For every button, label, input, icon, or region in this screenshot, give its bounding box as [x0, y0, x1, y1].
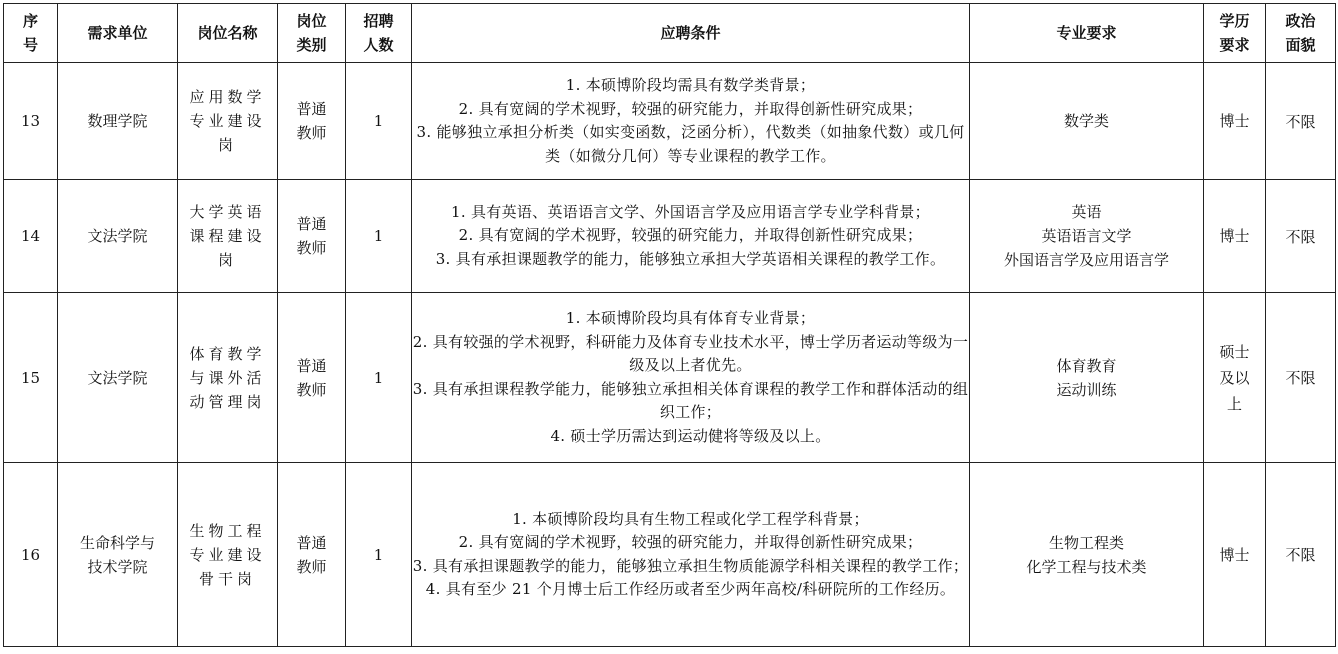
- row-political: 不限: [1266, 63, 1336, 180]
- row-position: 生物工程 专业建设 骨干岗: [178, 463, 278, 647]
- table-row: [4, 463, 1336, 647]
- row-major: 数学类: [970, 63, 1204, 180]
- header-conditions: 应聘条件: [412, 4, 970, 63]
- row-political: 不限: [1266, 180, 1336, 293]
- row-unit: 文法学院: [58, 293, 178, 463]
- table-row: [4, 293, 1336, 463]
- table-row: [4, 63, 1336, 180]
- row-category: 普通 教师: [278, 180, 346, 293]
- row-position: 应用数学 专业建设 岗: [178, 63, 278, 180]
- row-count: 1: [346, 180, 412, 293]
- row-seq: 14: [4, 180, 58, 293]
- header-major: 专业要求: [970, 4, 1204, 63]
- header-unit: 需求单位: [58, 4, 178, 63]
- row-unit: 生命科学与 技术学院: [58, 463, 178, 647]
- row-major: 体育教育 运动训练: [970, 293, 1204, 463]
- row-political: 不限: [1266, 463, 1336, 647]
- recruitment-table: [3, 3, 1336, 647]
- row-count: 1: [346, 63, 412, 180]
- row-seq: 13: [4, 63, 58, 180]
- row-seq: 15: [4, 293, 58, 463]
- header-position: 岗位名称: [178, 4, 278, 63]
- row-degree: 博士: [1204, 63, 1266, 180]
- row-unit: 数理学院: [58, 63, 178, 180]
- row-position: 体育教学 与课外活 动管理岗: [178, 293, 278, 463]
- row-unit: 文法学院: [58, 180, 178, 293]
- row-conditions: 1. 本硕博阶段均具有体育专业背景； 2. 具有较强的学术视野，科研能力及体育专业技术水平，博士学历者运动等级为一级及以上者优先。 3. 具有承担课程教学能力，能够独立承担相关体育课程的教学工作和群体活动的组织工作； 4. 硕士学历需达到运动健将等级及以上。: [412, 293, 970, 463]
- row-position: 大学英语 课程建设 岗: [178, 180, 278, 293]
- table-row: [4, 180, 1336, 293]
- header-degree: 学历 要求: [1204, 4, 1266, 63]
- row-category: 普通 教师: [278, 463, 346, 647]
- row-political: 不限: [1266, 293, 1336, 463]
- row-category: 普通 教师: [278, 293, 346, 463]
- row-degree: 硕士 及以 上: [1204, 293, 1266, 463]
- row-degree: 博士: [1204, 180, 1266, 293]
- row-major: 英语 英语语言文学 外国语言学及应用语言学: [970, 180, 1204, 293]
- row-major: 生物工程类 化学工程与技术类: [970, 463, 1204, 647]
- row-degree: 博士: [1204, 463, 1266, 647]
- header-category: 岗位 类别: [278, 4, 346, 63]
- row-count: 1: [346, 463, 412, 647]
- row-category: 普通 教师: [278, 63, 346, 180]
- header-count: 招聘 人数: [346, 4, 412, 63]
- header-row: [4, 4, 1336, 63]
- row-conditions: 1. 本硕博阶段均需具有数学类背景； 2. 具有宽阔的学术视野，较强的研究能力，并取得创新性研究成果； 3. 能够独立承担分析类（如实变函数，泛函分析），代数类（如抽象代数）或几何类（如微分几何）等专业课程的教学工作。: [412, 63, 970, 180]
- header-political: 政治 面貌: [1266, 4, 1336, 63]
- row-conditions: 1. 具有英语、英语语言文学、外国语言学及应用语言学专业学科背景； 2. 具有宽阔的学术视野，较强的研究能力，并取得创新性研究成果； 3. 具有承担课题教学的能力，能够独立承担大学英语相关课程的教学工作。: [412, 180, 970, 293]
- row-conditions: 1. 本硕博阶段均具有生物工程或化学工程学科背景； 2. 具有宽阔的学术视野，较强的研究能力，并取得创新性研究成果； 3. 具有承担课题教学的能力，能够独立承担生物质能源学科相关课程的教学工作； 4. 具有至少 21 个月博士后工作经历或者至少两年高校/科研院所的工作经历。: [412, 463, 970, 647]
- row-count: 1: [346, 293, 412, 463]
- header-seq: 序 号: [4, 4, 58, 63]
- row-seq: 16: [4, 463, 58, 647]
